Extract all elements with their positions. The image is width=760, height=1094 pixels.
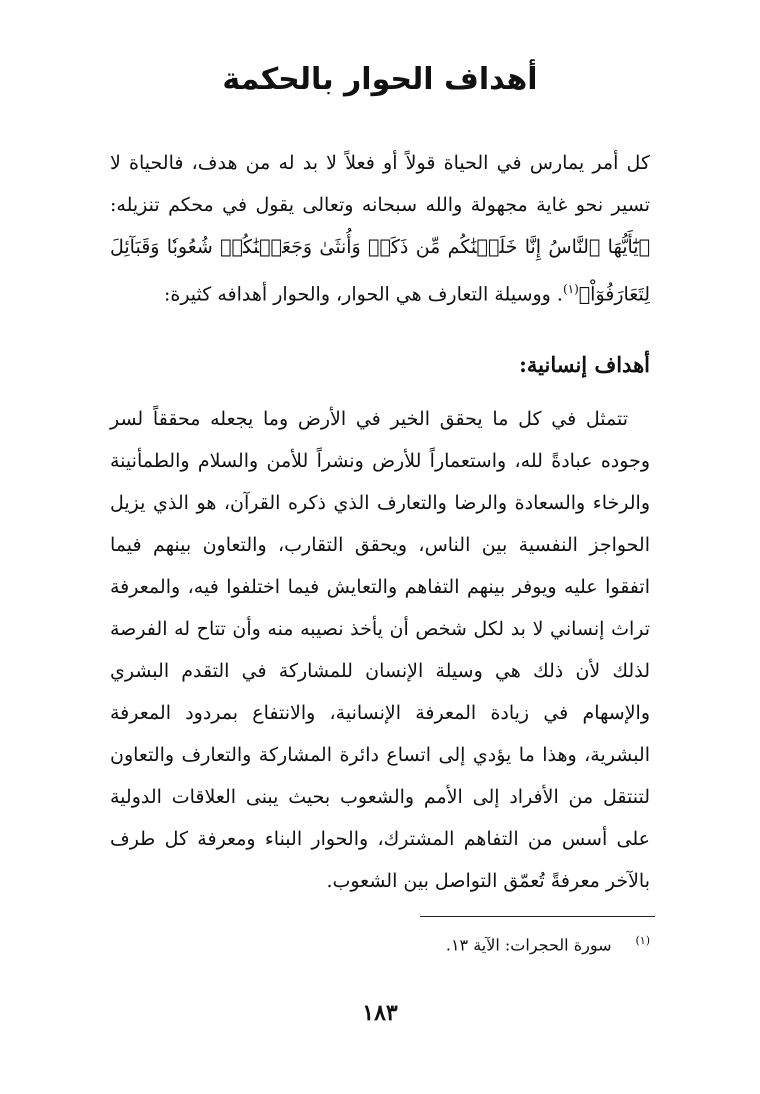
intro-paragraph — [110, 142, 650, 315]
section-body — [110, 398, 650, 902]
page-title: أهداف الحوار بالحكمة — [222, 62, 538, 97]
intro-text-after-quote: . ووسيلة التعارف هي الحوار، والحوار أهدافه كثيرة: — [163, 283, 563, 306]
footnote-text: سورة الحجرات: الآية ١٣. — [445, 935, 612, 955]
section-body-text: تتمثل في كل ما يحقق الخير في الأرض وما يجعله محققاً لسر وجوده عبادةً لله، واستعماراً للأرض ونشراً للأمن والسلام والطمأنينة والرخاء والسعادة والرضا والتعارف الذي ذكره القرآن، هو الذي يزيل الحواجز النفسية بين الناس، ويحقق التقارب، والتعاون بينهم فيما اتفقوا عليه ويوفر بينهم التفاهم والتعايش فيما اختلفوا فيه، والمعرفة تراث إنساني لا بد لكل شخص أن يأخذ نصيبه منه وأن تتاح له الفرصة لذلك لأن ذلك هي وسيلة الإنسان للمشاركة في التقدم البشري والإسهام في زيادة المعرفة الإنسانية، والانتفاع بمردود المعرفة البشرية، وهذا ما يؤدي إلى اتساع دائرة المشاركة والتعارف والتعاون لتنتقل من الأفراد إلى الأمم والشعوب بحيث يبنى العلاقات الدولية على أسس من التفاهم المشترك، والحوار البناء ومعرفة كل طرف بالآخر معرفةً تُعمّق التواصل بين الشعوب. — [110, 408, 650, 892]
page-number: ١٨٣ — [362, 1000, 398, 1026]
footnote-reference: (١) — [562, 282, 579, 296]
intro-text-before-quote: كل أمر يمارس في الحياة قولاً أو فعلاً لا بد له من هدف، فالحياة لا تسير نحو غاية مجهولة والله سبحانه وتعالى يقول في محكم تنزيله: — [110, 152, 650, 216]
section-heading: أهداف إنسانية: — [519, 352, 650, 377]
footnote — [350, 928, 650, 958]
footnote-number: (١) — [635, 934, 650, 947]
quran-quote: ﴿يَٰٓأَيُّهَا ٱلنَّاسُ إِنَّا خَلَقۡنَٰكُم مِّن ذَكَرٖ وَأُنثَىٰ وَجَعَلۡنَٰكُمۡ شُعُوبٗا وَقَبَآئِلَ لِتَعَارَفُوٓاْ﴾ — [110, 236, 650, 306]
footnote-divider — [420, 916, 655, 917]
